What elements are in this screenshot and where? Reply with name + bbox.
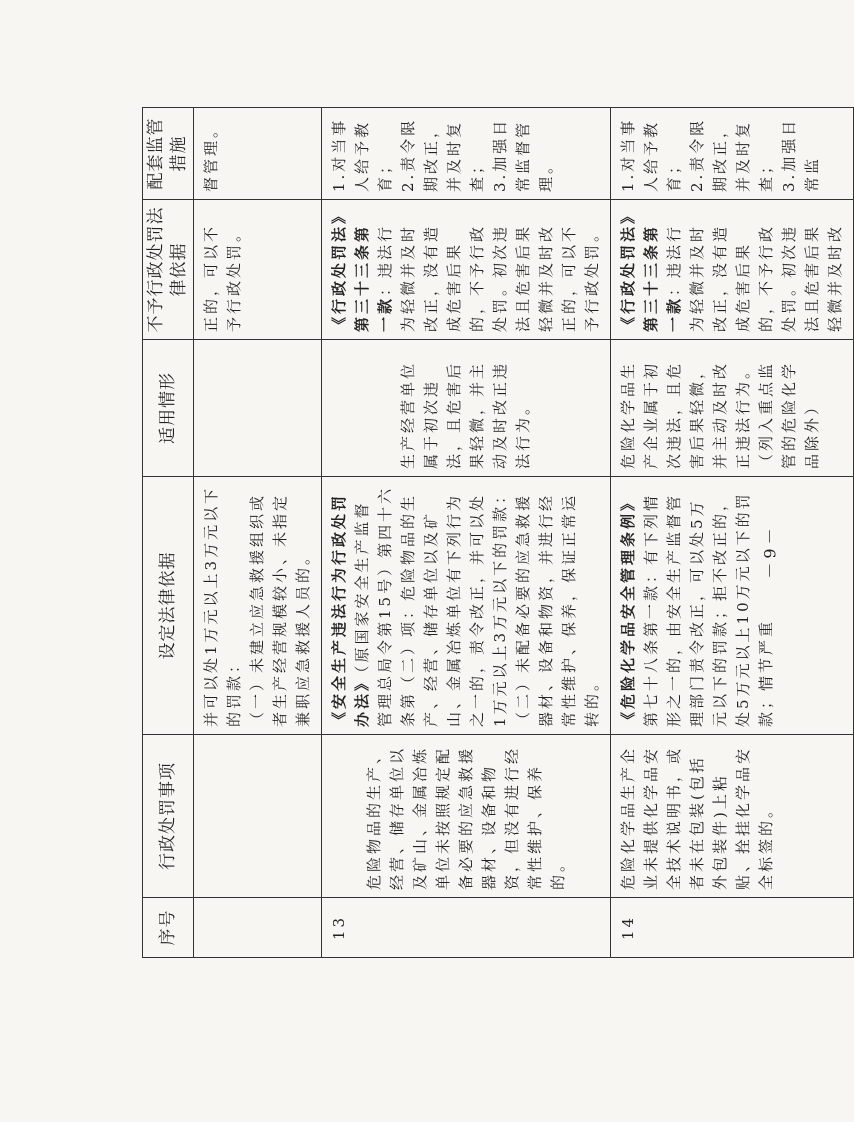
cell-13-scenario: 生产经营单位属于初次违法，且危害后果轻微，并主动及时改正违法行为。	[322, 340, 611, 477]
header-no: 序号	[143, 898, 194, 958]
cell-13-basis-title: 《安全生产违法行为行政处罚办法》	[330, 492, 371, 727]
cell-14-np-article: 第三十三条第一款	[642, 223, 683, 332]
cell-13-np-text: ：违法行为轻微并及时改正，没有造成危害后果的，不予行政处罚。初次违法且危害后果轻微并及时改正的，可以不予行政处罚。	[376, 223, 601, 332]
cell-14-basis-text: 第七十八条第一款：有下列情形之一的，由安全生产监督管理部门责令改正，可以处5万元以下的罚款；拒不改正的，处5万元以上10万元以下的罚款；情节严重	[642, 491, 775, 727]
cell-prev-no	[194, 898, 322, 958]
cell-prev-item	[194, 735, 322, 898]
cell-13-no-penalty	[322, 200, 611, 340]
cell-13-np-article: 第三十三条第一款	[353, 223, 394, 332]
cell-13-measures: 1.对当事人给予教育； 2.责令限期改正，并及时复查； 3.加强日常监督管理。	[322, 108, 611, 200]
cell-13-basis-text: （原国家安全生产监督管理总局令第15号）第四十六条第（二）项：危险物品的生产、经营、储存单位以及矿山、金属冶炼单位有下列行为之一的，责令改正，并可以处1万元以上3万元以下的罚款： （二）未配备必要的应急救援器材、设备和物资，并进行经常性维护、保养，保证正常运转的。	[353, 485, 601, 727]
cell-prev-measures: 督管理。	[194, 108, 322, 200]
cell-prev-no-penalty: 正的，可以不予行政处罚。	[194, 200, 322, 340]
cell-14-item: 危险化学品生产企业未提供化学品安全技术说明书，或者未在包装(包括外包装件)上粘贴、拴挂化学品安全标签的。	[611, 735, 854, 898]
cell-13-no: 13	[322, 898, 611, 958]
header-no-penalty-basis: 不予行政处罚法律依据	[143, 200, 194, 340]
cell-14-no-penalty	[611, 200, 854, 340]
cell-13-basis	[322, 477, 611, 735]
header-basis: 设定法律依据	[143, 477, 194, 735]
cell-14-basis	[611, 477, 854, 735]
cell-13-np-law: 《行政处罚法》	[330, 205, 348, 332]
cell-prev-basis: 并可以处1万元以上3万元以下的罚款： （一）未建立应急救援组织或者生产经营规模较小、未指定兼职应急救援人员的。	[194, 477, 322, 735]
cell-13-item: 危险物品的生产、经营、储存单位以及矿山、金属冶炼单位未按照规定配备必要的应急救援器材、设备和物资，但没有进行经常性维护、保养的。	[322, 735, 611, 898]
rotated-table-wrapper	[142, 108, 844, 958]
table-row-prev	[194, 108, 322, 958]
cell-14-scenario: 危险化学品生产企业属于初次违法，且危害后果轻微，并主动及时改正违法行为。（列入重点监管的危险化学品除外）	[611, 340, 854, 477]
header-item: 行政处罚事项	[143, 735, 194, 898]
table-row-14	[611, 108, 854, 958]
table-header-row	[143, 108, 194, 958]
header-measures: 配套监管措施	[143, 108, 194, 200]
cell-14-no: 14	[611, 898, 854, 958]
penalty-table	[142, 107, 854, 958]
cell-14-np-text: ：违法行为轻微并及时改正，没有造成危害后果的，不予行政处罚。初次违法且危害后果轻微并及时改	[665, 223, 844, 332]
table-row-13	[322, 108, 611, 958]
cell-prev-scenario	[194, 340, 322, 477]
header-scenario: 适用情形	[143, 340, 194, 477]
cell-14-np-law: 《行政处罚法》	[619, 205, 637, 332]
page-number: －9－	[760, 524, 780, 579]
cell-14-measures: 1.对当事人给予教育； 2.责令限期改正，并及时复查； 3.加强日常监	[611, 108, 854, 200]
cell-14-basis-title: 《危险化学品安全管理条例》	[619, 492, 637, 727]
